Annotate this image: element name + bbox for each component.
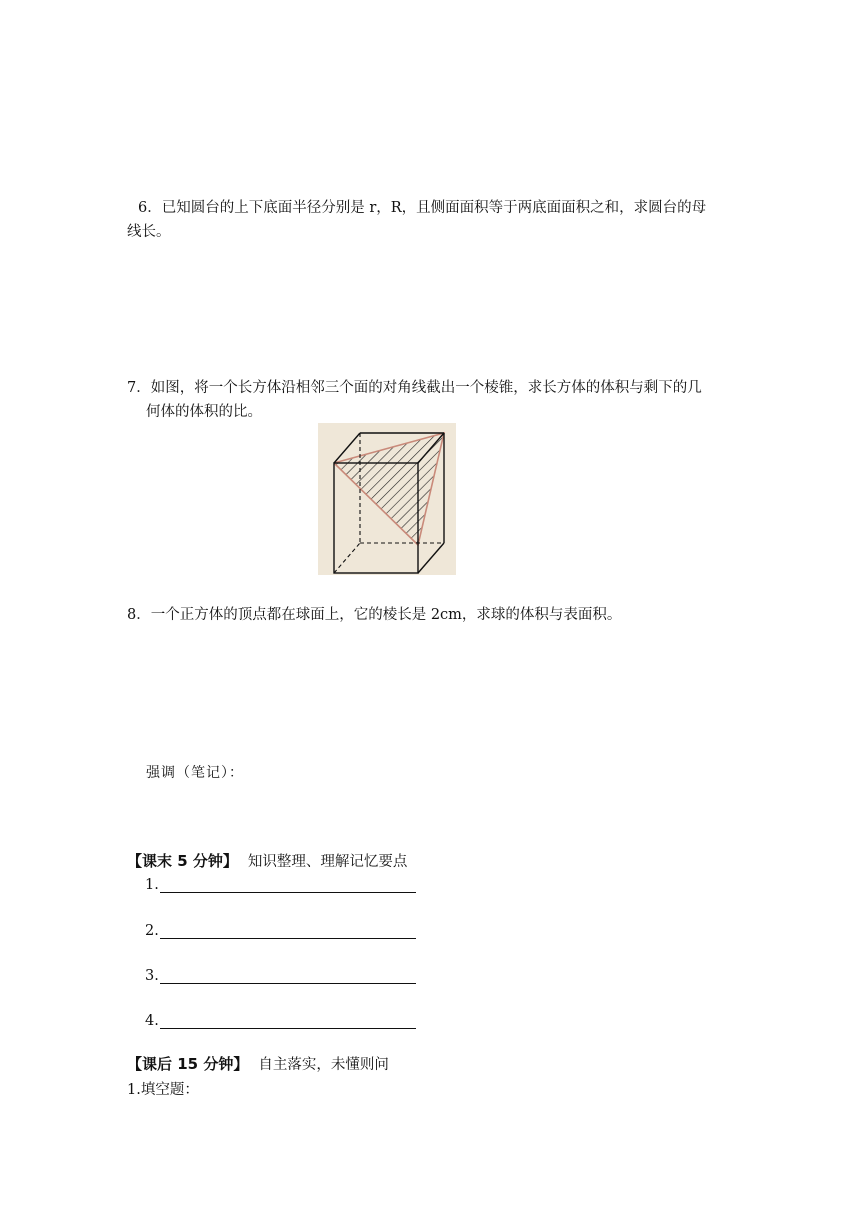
end-section-header: 【课末 5 分钟】	[127, 852, 238, 870]
question-7-line-1: 7．如图，将一个长方体沿相邻三个面的对角线截出一个棱锥，求长方体的体积与剩下的几	[127, 380, 702, 396]
cuboid-figure	[318, 423, 456, 575]
answer-blank[interactable]	[160, 876, 416, 893]
answer-blank[interactable]	[160, 922, 416, 939]
emphasis-notes-label: 强调（笔记）：	[146, 765, 244, 781]
cuboid-diagram	[318, 423, 456, 575]
summary-item-4[interactable]	[145, 1012, 416, 1029]
summary-item-1[interactable]	[145, 876, 416, 893]
summary-item-number: 3.	[145, 968, 159, 984]
after-section-heading	[127, 1053, 389, 1074]
summary-item-number: 1.	[145, 877, 159, 893]
summary-item-number: 4.	[145, 1013, 159, 1029]
after-section-note: 自主落实，未懂则问	[258, 1057, 389, 1073]
answer-blank[interactable]	[160, 1012, 416, 1029]
end-section-heading	[127, 850, 407, 871]
summary-item-2[interactable]	[145, 922, 416, 939]
question-8-line-1: 8．一个正方体的顶点都在球面上，它的棱长是 2cm，求球的体积与表面积。	[127, 607, 622, 623]
question-6-line-1: 6．已知圆台的上下底面半径分别是 r，R，且侧面面积等于两底面面积之和，求圆台的母	[138, 200, 707, 216]
end-section-note: 知识整理、理解记忆要点	[247, 854, 408, 870]
answer-blank[interactable]	[160, 967, 416, 984]
summary-item-number: 2.	[145, 923, 159, 939]
after-section-header: 【课后 15 分钟】	[127, 1055, 249, 1073]
summary-item-3[interactable]	[145, 967, 416, 984]
fill-in-blank-item: 1.填空题：	[127, 1082, 199, 1098]
question-7-line-2: 何体的体积的比。	[146, 404, 262, 420]
question-6-line-2: 线长。	[127, 224, 171, 240]
